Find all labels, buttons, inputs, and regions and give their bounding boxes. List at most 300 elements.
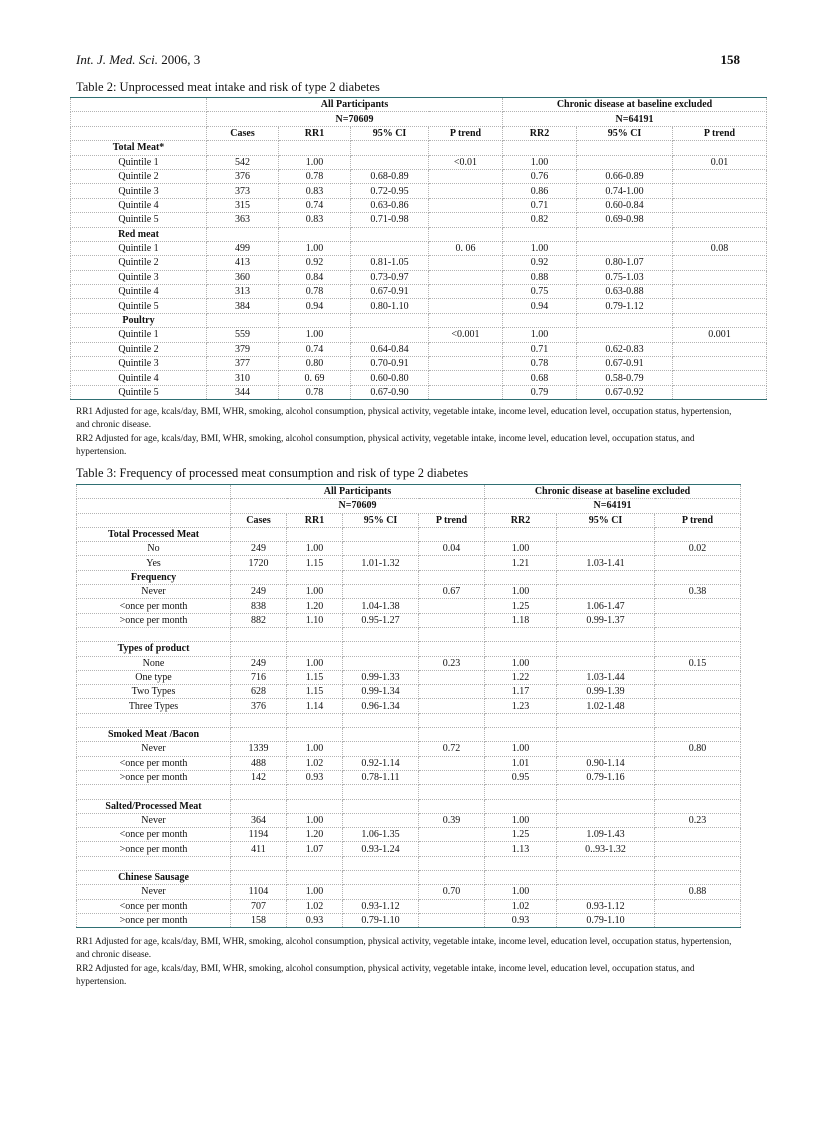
row-label: Quintile 1 (71, 155, 207, 169)
table-cell (655, 685, 741, 699)
table2-caption: Table 2: Unprocessed meat intake and risk of type 2 diabetes (76, 80, 380, 94)
empty-cell (287, 570, 343, 584)
table-cell: 0.04 (419, 542, 485, 556)
row-label: Quintile 4 (71, 198, 207, 212)
table-cell: 142 (231, 770, 287, 784)
empty-cell (419, 642, 485, 656)
row-label: One type (77, 670, 231, 684)
table-cell: 0.02 (655, 542, 741, 556)
table-cell: 384 (207, 299, 279, 313)
table-cell (429, 256, 503, 270)
empty-cell (231, 713, 287, 727)
table3-n-row (77, 499, 741, 513)
row-label: Quintile 1 (71, 328, 207, 342)
table3-group-row (77, 485, 741, 499)
table-cell: 0.80-1.07 (577, 256, 673, 270)
table-cell: 0.75-1.03 (577, 270, 673, 284)
table-cell (673, 213, 767, 227)
table-cell: 1.22 (485, 670, 557, 684)
section-row (71, 141, 767, 155)
table-cell (673, 270, 767, 284)
table-cell: 377 (207, 357, 279, 371)
table-cell: 1.00 (485, 742, 557, 756)
empty-cell (655, 728, 741, 742)
table-cell: 310 (207, 371, 279, 385)
table-cell (429, 213, 503, 227)
table-cell: 0.63-0.86 (351, 198, 429, 212)
table-cell: 0.95-1.27 (343, 613, 419, 627)
section-row (77, 871, 741, 885)
table-cell (673, 385, 767, 399)
table-cell: 1.00 (287, 885, 343, 899)
empty-cell (485, 799, 557, 813)
table-row (77, 770, 741, 784)
table-cell: 0.90-1.14 (557, 756, 655, 770)
empty-cell (419, 871, 485, 885)
empty-cell (655, 642, 741, 656)
table-cell: 376 (231, 699, 287, 713)
page-number: 158 (720, 52, 740, 67)
table-cell (429, 385, 503, 399)
table-cell: 413 (207, 256, 279, 270)
table-cell: 1.02 (485, 899, 557, 913)
empty-cell (279, 313, 351, 327)
table-cell: 488 (231, 756, 287, 770)
table-cell: 0.001 (673, 328, 767, 342)
table-cell: 1.18 (485, 613, 557, 627)
table3-note-rr1: RR1 Adjusted for age, kcals/day, BMI, WHR, smoking, alcohol consumption, physical activity, vegetable intake, income level, education level, occupation status, hypertension, and chronic disease. (76, 937, 732, 960)
empty-cell (503, 313, 577, 327)
table-cell: 0.75 (503, 285, 577, 299)
table-cell: 0.78 (279, 169, 351, 183)
table-cell (351, 328, 429, 342)
row-label: <once per month (77, 599, 231, 613)
empty-cell (419, 570, 485, 584)
table-cell (419, 913, 485, 927)
table-cell: 1.15 (287, 685, 343, 699)
empty-cell (655, 570, 741, 584)
empty-cell (655, 871, 741, 885)
section-label: Chinese Sausage (77, 871, 231, 885)
table-cell: 0.82 (503, 213, 577, 227)
row-label: Quintile 3 (71, 357, 207, 371)
empty-cell (557, 856, 655, 870)
table-cell (673, 371, 767, 385)
table-row (77, 913, 741, 927)
empty-cell (557, 527, 655, 541)
table-cell: 1.00 (279, 241, 351, 255)
table3-col-header: P trend (655, 513, 741, 527)
table-cell: 1.00 (279, 155, 351, 169)
section-row (77, 799, 741, 813)
empty-cell (287, 785, 343, 799)
table2-body (71, 98, 767, 400)
table-cell: 0.58-0.79 (577, 371, 673, 385)
empty-cell (557, 570, 655, 584)
section-row (77, 570, 741, 584)
table-row (71, 328, 767, 342)
table-cell: 0.79-1.10 (557, 913, 655, 927)
table-cell (655, 556, 741, 570)
empty-cell (429, 141, 503, 155)
table-cell: 1.00 (485, 656, 557, 670)
table-cell: 0.78-1.11 (343, 770, 419, 784)
empty-cell (503, 227, 577, 241)
empty-cell (485, 642, 557, 656)
table-cell: 0.99-1.33 (343, 670, 419, 684)
table-cell (419, 756, 485, 770)
empty-cell (655, 527, 741, 541)
table-row (71, 184, 767, 198)
table-cell (429, 357, 503, 371)
table3-corner (77, 485, 231, 499)
table-row (71, 299, 767, 313)
empty-cell (77, 713, 231, 727)
table-cell: 542 (207, 155, 279, 169)
empty-cell (557, 642, 655, 656)
empty-cell (207, 313, 279, 327)
table-cell: 0.88 (503, 270, 577, 284)
row-label: Quintile 2 (71, 256, 207, 270)
empty-cell (231, 642, 287, 656)
page-header (76, 52, 740, 70)
section-label: Total Meat* (71, 141, 207, 155)
table-row (77, 756, 741, 770)
empty-cell (577, 227, 673, 241)
table-cell: 0.92 (279, 256, 351, 270)
table2-corner (71, 98, 207, 112)
table-cell: 315 (207, 198, 279, 212)
table-cell: 0.96-1.34 (343, 699, 419, 713)
table-cell: 0.78 (279, 385, 351, 399)
table-row (77, 670, 741, 684)
spacer-row (77, 713, 741, 727)
table-cell: 0.72-0.95 (351, 184, 429, 198)
empty-cell (231, 570, 287, 584)
empty-cell (77, 856, 231, 870)
row-label: >once per month (77, 613, 231, 627)
table-cell: 1720 (231, 556, 287, 570)
row-label: Never (77, 813, 231, 827)
table-cell (429, 169, 503, 183)
empty-cell (343, 527, 419, 541)
row-label: >once per month (77, 842, 231, 856)
table-cell (419, 556, 485, 570)
table-cell: 0.99-1.39 (557, 685, 655, 699)
table-row (71, 198, 767, 212)
table-row (77, 656, 741, 670)
empty-cell (287, 642, 343, 656)
table3-column-headers (77, 513, 741, 527)
table-cell: 0.60-0.84 (577, 198, 673, 212)
empty-cell (231, 627, 287, 641)
table-cell: 0..93-1.32 (557, 842, 655, 856)
empty-cell (557, 728, 655, 742)
table-row (71, 385, 767, 399)
table-cell (673, 285, 767, 299)
table3-n-excluded: N=64191 (485, 499, 741, 513)
table-cell (673, 198, 767, 212)
row-label: <once per month (77, 828, 231, 842)
table-cell: 0. 06 (429, 241, 503, 255)
table-cell (557, 813, 655, 827)
table-cell (429, 184, 503, 198)
table-cell (429, 198, 503, 212)
empty-cell (343, 871, 419, 885)
empty-cell (287, 799, 343, 813)
table-cell: <0.001 (429, 328, 503, 342)
table-cell: 0.39 (419, 813, 485, 827)
section-label: Frequency (77, 570, 231, 584)
table-cell (429, 285, 503, 299)
table-cell: 628 (231, 685, 287, 699)
row-label: Quintile 4 (71, 285, 207, 299)
table-cell: 249 (231, 585, 287, 599)
table-cell: 1.00 (485, 585, 557, 599)
table-cell: 411 (231, 842, 287, 856)
table-row (77, 828, 741, 842)
table-cell: 0.79-1.10 (343, 913, 419, 927)
empty-cell (287, 871, 343, 885)
table-cell: 1.10 (287, 613, 343, 627)
table-cell (655, 699, 741, 713)
empty-cell (577, 313, 673, 327)
table-cell: 249 (231, 656, 287, 670)
table2-group-excluded: Chronic disease at baseline excluded (503, 98, 767, 112)
row-label: Never (77, 885, 231, 899)
table-cell (655, 828, 741, 842)
table-cell (557, 742, 655, 756)
empty-cell (343, 570, 419, 584)
table3-group-excluded: Chronic disease at baseline excluded (485, 485, 741, 499)
table2-group-all: All Participants (207, 98, 503, 112)
table-cell: 1.00 (279, 328, 351, 342)
empty-cell (419, 728, 485, 742)
table-cell: 0.93 (485, 913, 557, 927)
table-cell: 1.02-1.48 (557, 699, 655, 713)
empty-cell (343, 785, 419, 799)
table-cell: 0.68-0.89 (351, 169, 429, 183)
row-label: Quintile 5 (71, 213, 207, 227)
table-row (71, 285, 767, 299)
table3-body (77, 485, 741, 928)
table-cell: 158 (231, 913, 287, 927)
table-cell (655, 770, 741, 784)
table-cell (655, 842, 741, 856)
empty-cell (343, 642, 419, 656)
table-row (71, 169, 767, 183)
row-label: Quintile 2 (71, 342, 207, 356)
table-cell (673, 299, 767, 313)
table-row (77, 813, 741, 827)
table-cell: 1.00 (287, 585, 343, 599)
empty-cell (279, 227, 351, 241)
table-cell: 0.80 (279, 357, 351, 371)
table-row (77, 599, 741, 613)
table-cell: 1.00 (485, 542, 557, 556)
empty-cell (343, 856, 419, 870)
section-row (77, 642, 741, 656)
table-cell (419, 842, 485, 856)
table-cell (577, 328, 673, 342)
table-cell (419, 670, 485, 684)
table-cell: 0.93-1.12 (343, 899, 419, 913)
empty-cell (655, 627, 741, 641)
table-cell (655, 913, 741, 927)
table-cell: 0.68 (503, 371, 577, 385)
table-cell (429, 342, 503, 356)
table-cell: 0.93-1.12 (557, 899, 655, 913)
table-row (77, 685, 741, 699)
table-cell: 0.84 (279, 270, 351, 284)
row-label: Never (77, 742, 231, 756)
table3-col-header: 95% CI (557, 513, 655, 527)
empty-cell (351, 313, 429, 327)
table-cell: 1.00 (287, 813, 343, 827)
table2-col-header: 95% CI (577, 126, 673, 140)
empty-cell (557, 871, 655, 885)
table2-col-header: P trend (429, 126, 503, 140)
table-cell: 0.73-0.97 (351, 270, 429, 284)
table-cell: 0.67 (419, 585, 485, 599)
table-cell: 0.08 (673, 241, 767, 255)
empty-cell (485, 570, 557, 584)
table-cell (673, 357, 767, 371)
table-cell: 0.64-0.84 (351, 342, 429, 356)
table-cell: 1104 (231, 885, 287, 899)
table-cell: 0.99-1.34 (343, 685, 419, 699)
table-cell: 363 (207, 213, 279, 227)
empty-cell (485, 871, 557, 885)
empty-cell (419, 856, 485, 870)
empty-cell (557, 785, 655, 799)
empty-cell (287, 713, 343, 727)
table-cell: 1.25 (485, 828, 557, 842)
table-cell (343, 885, 419, 899)
table2-col-header (71, 126, 207, 140)
table-cell: 1.00 (287, 742, 343, 756)
row-label: Three Types (77, 699, 231, 713)
table-row (71, 270, 767, 284)
table3-caption: Table 3: Frequency of processed meat consumption and risk of type 2 diabetes (76, 466, 469, 480)
section-label: Total Processed Meat (77, 527, 231, 541)
table-cell: 0.66-0.89 (577, 169, 673, 183)
table-cell: 882 (231, 613, 287, 627)
table-cell (577, 155, 673, 169)
table-cell: 1.03-1.41 (557, 556, 655, 570)
row-label: <once per month (77, 756, 231, 770)
table-cell: 379 (207, 342, 279, 356)
table3-corner (77, 499, 231, 513)
table-cell: 1.13 (485, 842, 557, 856)
table-cell: 1.20 (287, 828, 343, 842)
table-cell: 1339 (231, 742, 287, 756)
table-cell: 0.74-1.00 (577, 184, 673, 198)
empty-cell (419, 627, 485, 641)
table-cell: 0.70-0.91 (351, 357, 429, 371)
empty-cell (557, 627, 655, 641)
table-cell: 0.74 (279, 198, 351, 212)
table-cell: 0.79 (503, 385, 577, 399)
table-cell (557, 885, 655, 899)
table-cell (351, 241, 429, 255)
table-cell: 364 (231, 813, 287, 827)
table-cell: 360 (207, 270, 279, 284)
empty-cell (231, 728, 287, 742)
table-cell: 1.00 (503, 241, 577, 255)
table-cell: 0.67-0.90 (351, 385, 429, 399)
table-cell: 0.78 (279, 285, 351, 299)
table-row (71, 357, 767, 371)
empty-cell (485, 856, 557, 870)
table-cell: 1194 (231, 828, 287, 842)
table-cell: 0.79-1.12 (577, 299, 673, 313)
empty-cell (655, 713, 741, 727)
row-label: Quintile 2 (71, 169, 207, 183)
table-cell (557, 656, 655, 670)
empty-cell (485, 728, 557, 742)
table-cell (419, 599, 485, 613)
table-cell: 0.70 (419, 885, 485, 899)
table-cell (419, 899, 485, 913)
table-cell (655, 599, 741, 613)
table-cell: 0.23 (655, 813, 741, 827)
table-cell: 0.93 (287, 913, 343, 927)
table-cell: 0. 69 (279, 371, 351, 385)
table-cell (419, 828, 485, 842)
table-cell: 1.25 (485, 599, 557, 613)
table-cell: 0.67-0.91 (351, 285, 429, 299)
table-cell: 1.01-1.32 (343, 556, 419, 570)
table2-note-rr1: RR1 Adjusted for age, kcals/day, BMI, WHR, smoking, alcohol consumption, physical activity, vegetable intake, income level, education level, occupation status, hypertension, and chronic disease. (76, 407, 732, 430)
table-cell: 1.00 (485, 885, 557, 899)
table-row (71, 342, 767, 356)
table-cell (351, 155, 429, 169)
table-cell: 1.04-1.38 (343, 599, 419, 613)
row-label: Quintile 5 (71, 385, 207, 399)
table-cell: 0.80-1.10 (351, 299, 429, 313)
empty-cell (655, 785, 741, 799)
table-cell: 1.20 (287, 599, 343, 613)
table2-col-header: RR2 (503, 126, 577, 140)
empty-cell (343, 728, 419, 742)
empty-cell (351, 141, 429, 155)
table-cell: 0.69-0.98 (577, 213, 673, 227)
table-cell: 0.23 (419, 656, 485, 670)
table2-col-header: 95% CI (351, 126, 429, 140)
empty-cell (485, 527, 557, 541)
table-cell: 559 (207, 328, 279, 342)
table-cell (673, 184, 767, 198)
empty-cell (655, 856, 741, 870)
table-cell: 0.74 (279, 342, 351, 356)
table-cell: 0.38 (655, 585, 741, 599)
table-row (71, 371, 767, 385)
empty-cell (231, 856, 287, 870)
table-cell (419, 770, 485, 784)
table-cell (673, 342, 767, 356)
table-cell: 1.06-1.47 (557, 599, 655, 613)
table-row (77, 613, 741, 627)
spacer-row (77, 627, 741, 641)
table-cell: 1.00 (503, 328, 577, 342)
table-cell: 0.83 (279, 213, 351, 227)
table-cell: 249 (231, 542, 287, 556)
empty-cell (673, 227, 767, 241)
empty-cell (231, 785, 287, 799)
table-cell: 1.00 (287, 656, 343, 670)
empty-cell (419, 785, 485, 799)
